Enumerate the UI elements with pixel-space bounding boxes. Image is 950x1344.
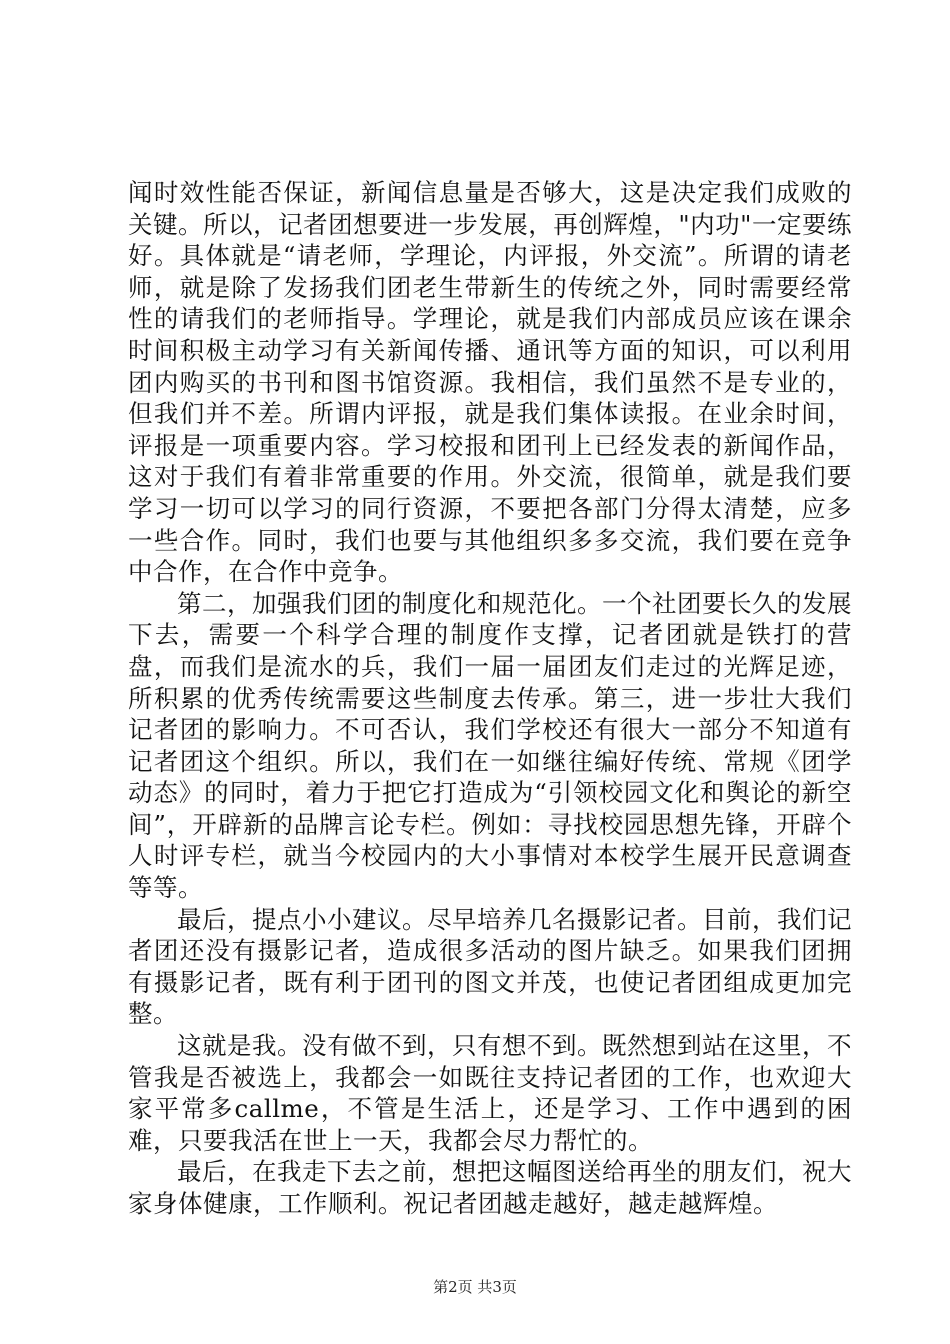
- paragraph-2: 第二，加强我们团的制度化和规范化。一个社团要长久的发展下去，需要一个科学合理的制度作支撑，记者团就是铁打的营盘，而我们是流水的兵，我们一届一届团友们走过的光辉足迹，所积累的优秀传统需要这些制度去传承。第三，进一步壮大我们记者团的影响力。不可否认，我们学校还有很大一部分不知道有记者团这个组织。所以，我们在一如继往编好传统、常规《团学动态》的同时，着力于把它打造成为“引领校园文化和舆论的新空间”，开辟新的品牌言论专栏。例如：寻找校园思想先锋，开辟个人时评专栏，就当今校园内的大小事情对本校学生展开民意调查等等。: [128, 588, 852, 903]
- paragraph-4: 这就是我。没有做不到，只有想不到。既然想到站在这里，不管我是否被选上，我都会一如既往支持记者团的工作，也欢迎大家平常多callme，不管是生活上，还是学习、工作中遇到的困难，只要我活在世上一天，我都会尽力帮忙的。: [128, 1031, 852, 1155]
- paragraph-1: 闻时效性能否保证，新闻信息量是否够大，这是决定我们成败的关键。所以，记者团想要进一步发展，再创辉煌，"内功"一定要练好。具体就是“请老师，学理论，内评报，外交流”。所谓的请老师，就是除了发扬我们团老生带新生的传统之外，同时需要经常性的请我们的老师指导。学理论，就是我们内部成员应该在课余时间积极主动学习有关新闻传播、通讯等方面的知识，可以利用团内购买的书刊和图书馆资源。我相信，我们虽然不是专业的，但我们并不差。所谓内评报，就是我们集体读报。在业余时间，评报是一项重要内容。学习校报和团刊上已经发表的新闻作品，这对于我们有着非常重要的作用。外交流，很简单，就是我们要学习一切可以学习的同行资源，不要把各部门分得太清楚，应多一些合作。同时，我们也要与其他组织多多交流，我们要在竞争中合作，在合作中竞争。: [128, 178, 852, 587]
- paragraph-5: 最后，在我走下去之前，想把这幅图送给再坐的朋友们，祝大家身体健康，工作顺利。祝记者团越走越好，越走越辉煌。: [128, 1157, 852, 1218]
- paragraph-3: 最后，提点小小建议。尽早培养几名摄影记者。目前，我们记者团还没有摄影记者，造成很多活动的图片缺乏。如果我们团拥有摄影记者，既有利于团刊的图文并茂，也使记者团组成更加完整。: [128, 904, 852, 1029]
- document-body: [128, 177, 852, 1220]
- page-footer: 第2页 共3页: [433, 1278, 517, 1296]
